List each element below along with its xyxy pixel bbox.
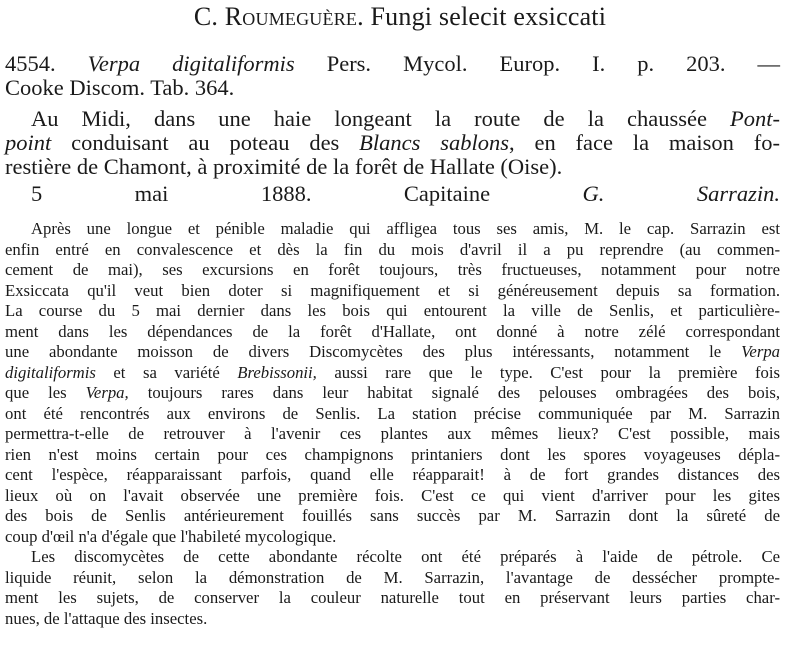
genus-name: Verpa, — [85, 383, 129, 402]
text-line: permettra-t-elle de retrouver à l'avenir ces plantes aux mêmes lieux? C'est possible, mais — [5, 424, 780, 443]
collection-line — [5, 182, 780, 206]
text-span: une abondante moisson de divers Discomycètes des plus intéressants, notamment le — [5, 342, 722, 361]
specimen-entry-heading — [5, 52, 780, 100]
collection-info — [5, 182, 780, 206]
text-line: des bois de Senlis antérieurement fouillés sans succès par M. Sarrazin dont la sûreté de — [5, 506, 780, 525]
text-line: Les discomycètes de cette abondante récolte ont été préparés à l'aide de pétrole. Ce — [31, 547, 780, 566]
locality-line — [5, 131, 780, 155]
commentary-text — [5, 219, 780, 629]
citation: Pers. Mycol. Europ. I. p. 203. — — [326, 51, 780, 76]
text-line: cent l'espèce, réapparaissant parfois, quand elle réapparait! à de fort grandes distances des — [5, 465, 780, 484]
text-line: Après une longue et pénible maladie qui affligea tous ses amis, M. le cap. Sarrazin est — [31, 219, 780, 238]
text-line: Exsiccata qu'il veut bien doter si magnifiquement et si généreusement depuis sa formation. — [5, 280, 780, 300]
species-name: Verpa digitaliformis — [87, 51, 295, 76]
collector-title: Capitaine — [403, 181, 491, 206]
text-line: nues, de l'attaque des insectes. — [5, 608, 208, 628]
header-author: C. Roumeguère. — [193, 2, 364, 31]
text-line — [5, 342, 780, 363]
variety-name: Brebissonii, — [237, 362, 317, 382]
text-span: aussi rare que le type. C'est pour la première fois — [334, 362, 780, 382]
collection-date: 5 mai 1888. — [31, 181, 312, 206]
text-line: lieux où on l'avait observée une première fois. C'est ce qui vient d'arriver pour les gites — [5, 485, 780, 505]
text-line: coup d'œil n'a d'égale que l'habileté mycologique. — [5, 526, 337, 546]
text-line: cement de mai), ses excursions en forêt toujours, très fructueuses, notamment pour notre — [5, 260, 780, 279]
locality-text: conduisant au poteau des — [71, 130, 340, 155]
text-line: La course du 5 mai dernier dans les bois qui entourent la ville de Senlis, et particulière- — [5, 301, 780, 320]
text-span: toujours rares dans leur habitat signalé des pelouses ombragées des bois, — [147, 383, 781, 402]
text-line: ont été rencontrés aux environs de Senlis. La station précise communiquée par M. Sarrazin — [5, 403, 780, 423]
text-line: rien n'est moins certain pour ces champignons printaniers dont les spores voyageuses dépla- — [5, 444, 780, 464]
text-span: et sa variété — [113, 362, 220, 382]
text-line — [5, 363, 780, 384]
genus-name: Verpa — [741, 342, 781, 361]
text-span: que les — [5, 383, 67, 402]
locality-text: , en face la maison fo- — [509, 130, 780, 155]
collector — [404, 181, 780, 206]
header-title: Fungi selecit exsiccati — [370, 2, 607, 31]
locality-text: restière de Chamont, à proximité de la forêt de Hallate (Oise). — [5, 154, 563, 179]
locality-line — [5, 107, 780, 131]
species-epithet: digitaliformis — [5, 362, 96, 382]
entry-line — [5, 76, 780, 100]
place-name: point — [5, 130, 52, 155]
collector-name: G. Sarrazin. — [582, 181, 780, 206]
place-name: Blancs sablons — [359, 130, 510, 155]
text-line: ment dans les dépendances de la forêt d'Hallate, ont donné à notre zélé correspondant — [5, 321, 780, 341]
entry-line — [5, 52, 780, 76]
citation-cont: Cooke Discom. Tab. 364. — [5, 75, 235, 100]
locality-line — [5, 155, 780, 179]
running-header — [0, 2, 800, 32]
text-line: ment les sujets, de conserver la couleur naturelle tout en préservant leurs parties char- — [5, 588, 780, 607]
text-line: liquide réunit, selon la démonstration de M. Sarrazin, l'avantage de dessécher prompte- — [5, 567, 780, 587]
place-name: Pont- — [730, 106, 781, 131]
locality-text: Au Midi, dans une haie longeant la route de la chaussée — [31, 106, 707, 131]
text-line: enfin entré en convalescence et dès la fin du mois d'avril il a pu reprendre (au commen- — [5, 239, 780, 259]
locality-paragraph — [5, 107, 780, 179]
entry-number: 4554. — [5, 51, 56, 76]
text-line — [5, 383, 780, 404]
